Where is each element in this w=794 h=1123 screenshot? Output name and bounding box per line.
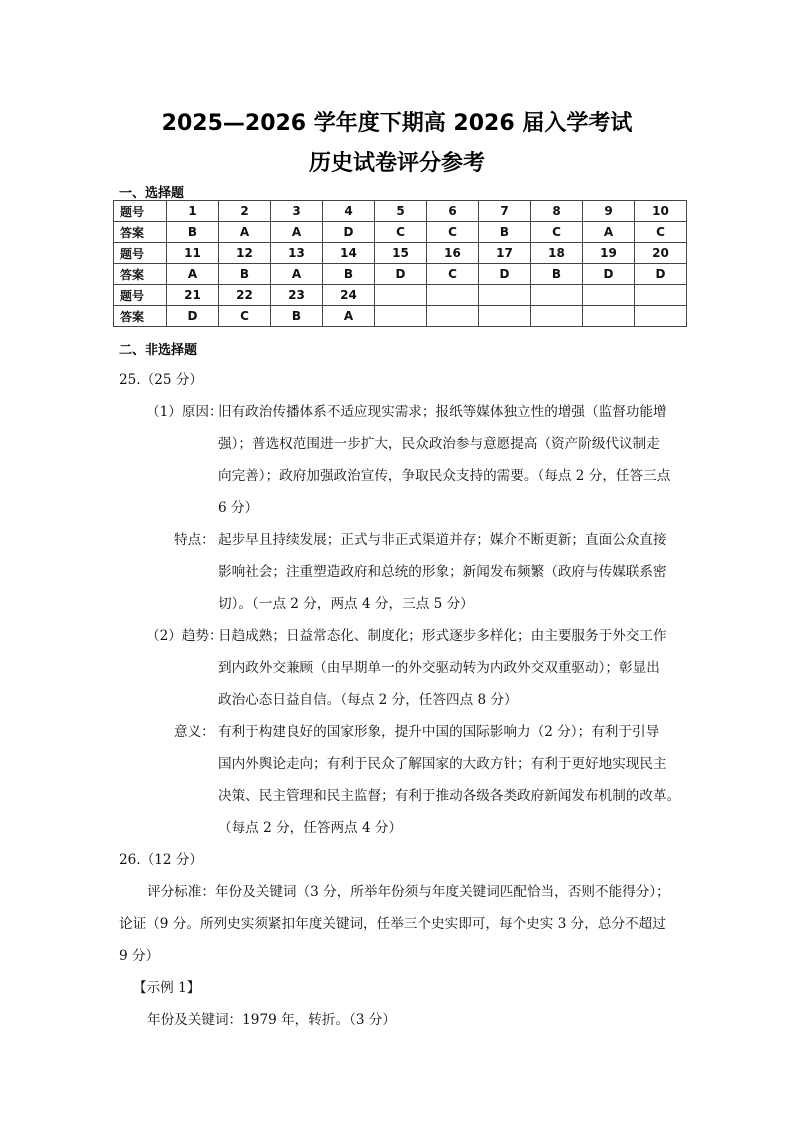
row-label-number: 题号 [114,285,167,306]
question-number-cell: 2 [219,201,271,222]
row-label-answer: 答案 [114,306,167,327]
question-number-cell: 17 [479,243,531,264]
q25-part1-line: 旧有政治传播体系不适应现实需求；报纸等媒体独立性的增强（监督功能增 [218,404,667,420]
answer-cell [583,306,635,327]
section-heading-non-choice: 二、非选择题 [119,343,198,358]
answer-cell: B [531,264,583,285]
question-number-cell: 20 [635,243,687,264]
q26-example-line: 年份及关键词：1979 年，转折。（3 分） [147,1012,396,1028]
q25-header: 25.（25 分） [119,372,204,388]
q26-criteria-line: 论证（9 分。所列史实须紧扣年度关键词，任举三个史实即可，每个史实 3 分，总分不超过 [119,916,666,932]
question-number-cell: 14 [323,243,375,264]
question-number-cell [427,285,479,306]
section-heading-choice: 一、选择题 [119,186,185,201]
q25-part2-line: 政治心态日益自信。（每点 2 分，任答四点 8 分） [218,692,518,708]
answer-cell: B [219,264,271,285]
answer-table-answer-row [114,306,687,327]
answer-table [113,200,687,327]
answer-cell: B [323,264,375,285]
question-number-cell [531,285,583,306]
question-number-cell: 3 [271,201,323,222]
question-number-cell: 8 [531,201,583,222]
question-number-cell: 15 [375,243,427,264]
answer-table-number-row [114,201,687,222]
question-number-cell: 11 [167,243,219,264]
question-number-cell: 13 [271,243,323,264]
answer-cell: A [271,264,323,285]
answer-cell: B [167,222,219,243]
answer-cell: A [583,222,635,243]
answer-cell: C [531,222,583,243]
q25-features-label: 特点： [174,532,215,548]
answer-cell: B [271,306,323,327]
q25-features-line: 影响社会；注重塑造政府和总统的形象；新闻发布频繁（政府与传媒联系密 [218,564,667,580]
document-subtitle: 历史试卷评分参考 [308,151,485,176]
q25-significance-label: 意义： [174,724,215,740]
answer-cell: D [583,264,635,285]
answer-table-answer-row [114,264,687,285]
q26-example-title: 【示例 1】 [133,980,201,996]
question-number-cell: 1 [167,201,219,222]
document-title: 2025—2026 学年度下期高 2026 届入学考试 [161,111,633,136]
q25-significance-line: 有利于构建良好的国家形象，提升中国的国际影响力（2 分）；有利于引导 [218,724,660,740]
question-number-cell: 4 [323,201,375,222]
answer-table-answer-row [114,222,687,243]
question-number-cell: 10 [635,201,687,222]
answer-cell [375,306,427,327]
question-number-cell: 24 [323,285,375,306]
question-number-cell: 23 [271,285,323,306]
answer-cell: D [375,264,427,285]
q25-part1-line: 6 分） [218,500,259,516]
question-number-cell [583,285,635,306]
answer-cell: D [167,306,219,327]
answer-cell: A [167,264,219,285]
answer-cell: B [479,222,531,243]
q25-significance-line: （每点 2 分，任答两点 4 分） [218,820,403,836]
q25-features-line: 切）。（一点 2 分，两点 4 分，三点 5 分） [218,596,474,612]
answer-cell [531,306,583,327]
answer-cell: D [479,264,531,285]
question-number-cell: 18 [531,243,583,264]
answer-cell: A [271,222,323,243]
answer-cell: C [375,222,427,243]
answer-cell [479,306,531,327]
answer-cell: A [323,306,375,327]
answer-cell: C [219,306,271,327]
question-number-cell [375,285,427,306]
question-number-cell: 22 [219,285,271,306]
row-label-answer: 答案 [114,264,167,285]
q26-header: 26.（12 分） [119,852,204,868]
question-number-cell: 21 [167,285,219,306]
question-number-cell: 9 [583,201,635,222]
q25-significance-line: 决策、民主管理和民主监督；有利于推动各级各类政府新闻发布机制的改革。 [218,788,681,804]
q25-part1-line: 强）；普选权范围进一步扩大，民众政治参与意愿提高（资产阶级代议制走 [218,436,660,452]
question-number-cell: 6 [427,201,479,222]
question-number-cell: 16 [427,243,479,264]
question-number-cell: 19 [583,243,635,264]
question-number-cell [635,285,687,306]
answer-cell [635,306,687,327]
q25-part2-line: 日趋成熟；日益常态化、制度化；形式逐步多样化；由主要服务于外交工作 [218,628,667,644]
answer-cell: C [427,264,479,285]
answer-cell: C [635,222,687,243]
question-number-cell [479,285,531,306]
q25-features-line: 起步早且持续发展；正式与非正式渠道并存；媒介不断更新；直面公众直接 [218,532,667,548]
answer-cell: C [427,222,479,243]
q25-part1-line: 向完善）；政府加强政治宣传，争取民众支持的需要。（每点 2 分，任答三点 [218,468,671,484]
answer-cell: D [635,264,687,285]
q25-part2-line: 到内政外交兼顾（由早期单一的外交驱动转为内政外交双重驱动）；彰显出 [218,660,660,676]
q25-significance-line: 国内外舆论走向；有利于民众了解国家的大政方针；有利于更好地实现民主 [218,756,667,772]
answer-table-number-row [114,285,687,306]
q25-part2-label: （2）趋势： [146,628,223,644]
answer-table-number-row [114,243,687,264]
question-number-cell: 5 [375,201,427,222]
question-number-cell: 7 [479,201,531,222]
q26-criteria-line: 9 分） [119,948,160,964]
answer-cell [427,306,479,327]
row-label-number: 题号 [114,243,167,264]
row-label-number: 题号 [114,201,167,222]
row-label-answer: 答案 [114,222,167,243]
answer-cell: D [323,222,375,243]
answer-cell: A [219,222,271,243]
question-number-cell: 12 [219,243,271,264]
q25-part1-label: （1）原因： [146,404,223,420]
q26-criteria-line: 评分标准：年份及关键词（3 分，所举年份须与年度关键词匹配恰当，否则不能得分）； [147,884,670,900]
